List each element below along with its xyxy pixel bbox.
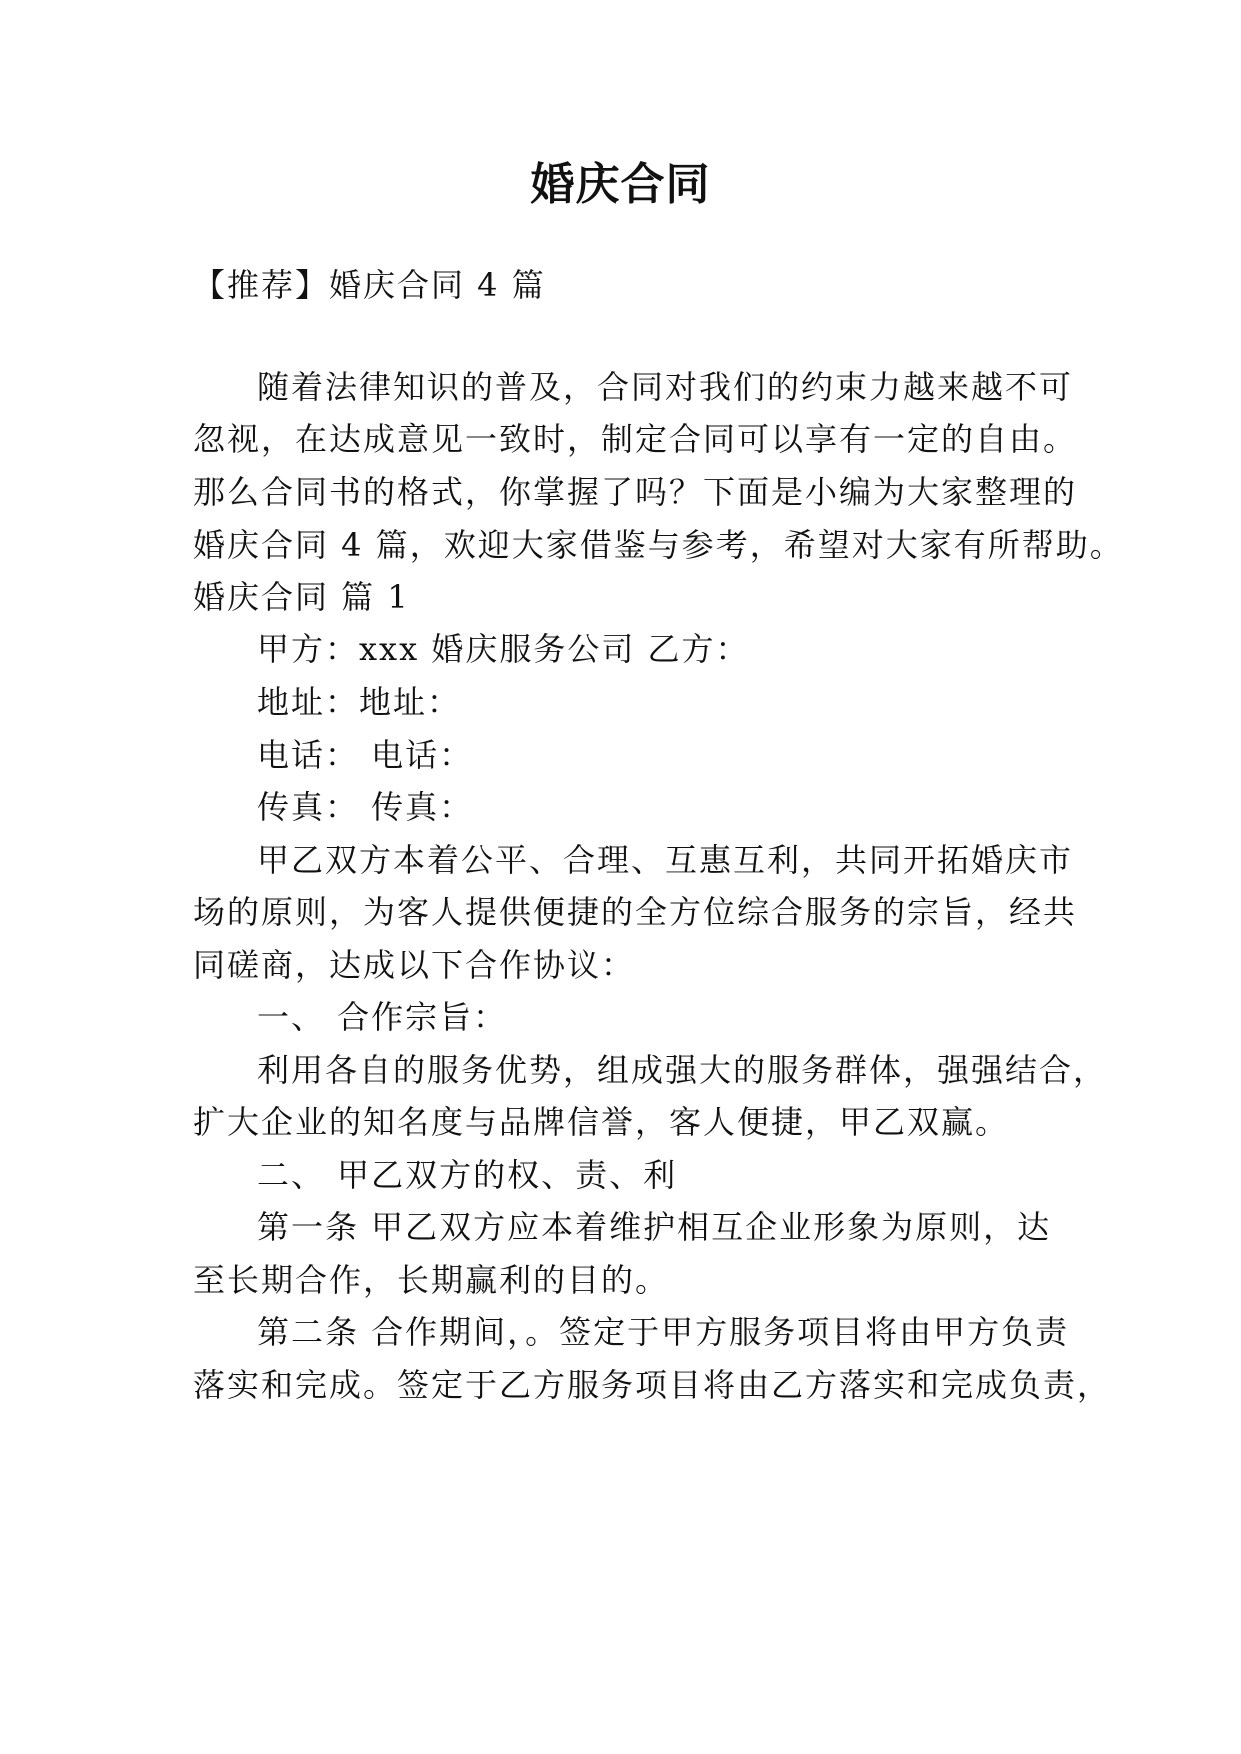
party-line: 甲方：xxx 婚庆服务公司 乙方： bbox=[257, 630, 750, 668]
article1-line: 第一条 甲乙双方应本着维护相互企业形象为原则，达 bbox=[257, 1208, 1052, 1246]
section1-body-line: 利用各自的服务优势，组成强大的服务群体，强强结合， bbox=[257, 1051, 1108, 1089]
article1-line: 至长期合作，长期赢利的目的。 bbox=[193, 1261, 670, 1299]
phone-line: 电话： 电话： bbox=[257, 736, 474, 774]
intro-line: 婚庆合同 4 篇，欢迎大家借鉴与参考，希望对大家有所帮助。 bbox=[193, 526, 1124, 564]
preamble-line: 同磋商，达成以下合作协议： bbox=[193, 946, 636, 984]
fax-line: 传真： 传真： bbox=[257, 788, 474, 826]
intro-line: 忽视，在达成意见一致时，制定合同可以享有一定的自由。 bbox=[193, 420, 1078, 458]
section2-heading: 二、 甲乙双方的权、责、利 bbox=[257, 1156, 678, 1194]
section1-heading: 一、 合作宗旨： bbox=[257, 998, 508, 1036]
document-subtitle: 【推荐】婚庆合同 4 篇 bbox=[193, 266, 546, 304]
section-heading: 婚庆合同 篇 1 bbox=[193, 578, 410, 616]
document-title: 婚庆合同 bbox=[530, 159, 711, 210]
preamble-line: 甲乙双方本着公平、合理、互惠互利，共同开拓婚庆市 bbox=[257, 841, 1074, 879]
article2-line: 第二条 合作期间，。签定于甲方服务项目将由甲方负责 bbox=[257, 1313, 1070, 1351]
section1-body-line: 扩大企业的知名度与品牌信誉，客人便捷，甲乙双赢。 bbox=[193, 1103, 1010, 1141]
preamble-line: 场的原则，为客人提供便捷的全方位综合服务的宗旨，经共 bbox=[193, 893, 1078, 931]
intro-line: 随着法律知识的普及，合同对我们的约束力越来越不可 bbox=[257, 368, 1074, 406]
article2-line: 落实和完成。签定于乙方服务项目将由乙方落实和完成负责， bbox=[193, 1366, 1112, 1404]
intro-line: 那么合同书的格式，你掌握了吗？下面是小编为大家整理的 bbox=[193, 473, 1078, 511]
address-line: 地址：地址： bbox=[257, 683, 462, 721]
